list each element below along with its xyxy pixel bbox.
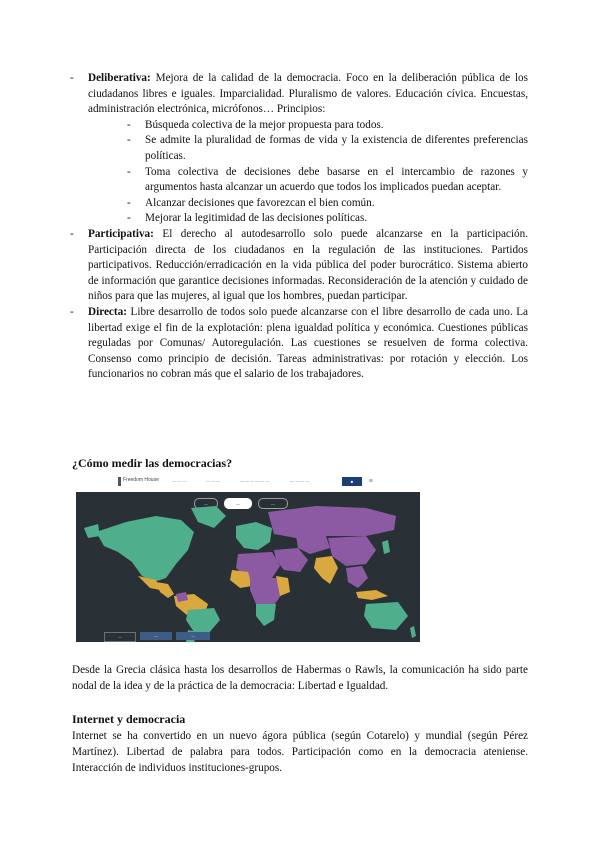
map-tab: — [176, 632, 210, 640]
directa-text: Libre desarrollo de todos solo puede alcanzarse con el libre desarrollo de cada uno. La libertad exige el fin de la explotación: plena igualdad política y económica. Cuestiones públicas reguladas por Comunas/ Autoregulación. Las cuestiones se resuelven de forma colectiva. Consenso como principio de decisión. Tareas administrativas: por rotación y elección. Los funcionarios no cobran más que el salario de los trabajadores. [88, 305, 528, 381]
filter-chip-active: — [224, 498, 252, 509]
region-japan [382, 540, 390, 554]
principles-list [88, 118, 528, 227]
list-item: - Se admite la pluralidad de formas de vida y la existencia de diferentes preferencias políticas. [127, 134, 528, 162]
region-alaska [84, 524, 100, 538]
democracy-types-list [70, 71, 528, 383]
principle-text: Se admite la pluralidad de formas de vida y la existencia de diferentes preferencias políticas. [145, 134, 528, 162]
region-central-africa [250, 578, 282, 608]
nav-item: — — — — — — [240, 478, 270, 483]
region-russia [268, 506, 396, 538]
participativa-text: El derecho al autodesarrollo solo puede alcanzarse en la participación. Participación directa de los ciudadanos en la regulación de las instituciones. Partidos participativos. Reducción/erradicación en la vida pública del poder burocrático. Sistema abierto de información que garantice decisiones informadas. Reconsideración de la atención y cuidado de niños para que las mujeres, al igual que los hombres, puedan participar. [88, 227, 528, 303]
paragraph-history: Desde la Grecia clásica hasta los desarrollos de Habermas o Rawls, la comunicación ha sido parte nodal de la idea y de la práctica de la democracia: Libertad e Igualdad. [72, 664, 528, 692]
freedom-house-screenshot [72, 472, 424, 644]
principle-text: Alcanzar decisiones que favorezcan el bien común. [145, 196, 375, 209]
site-nav-bar [110, 472, 386, 493]
region-southeast-asia [346, 566, 368, 588]
list-item: - Toma colectiva de decisiones debe basarse en el intercambio de razones y argumentos hasta alcanzar un acuerdo que todos los implicados puedan aceptar. [127, 165, 528, 194]
dash-marker: - [70, 305, 74, 318]
region-middle-east [274, 548, 308, 572]
donate-button: ■ [342, 477, 362, 486]
list-item [70, 227, 528, 305]
deliberativa-text: Mejora de la calidad de la democracia. Foco en la deliberación pública de los ciudadanos libres e iguales. Imparcialidad. Pluralismo de valores. Educación cívica. Encuestas, administración electrónica, micrófonos… Principios: [88, 72, 528, 116]
world-map-panel [76, 492, 420, 642]
region-indonesia [356, 590, 388, 600]
region-southern-africa [256, 604, 276, 626]
term-participativa: Participativa: [88, 227, 154, 240]
region-brazil [186, 608, 220, 634]
nav-item: — — — [172, 478, 187, 483]
region-north-america [96, 516, 194, 582]
list-item [70, 305, 528, 383]
logo-text: Freedom House [123, 477, 159, 483]
dash-marker: - [70, 227, 74, 240]
term-directa: Directa: [88, 305, 127, 318]
heading-internet-democracy: Internet y democracia [72, 712, 186, 726]
region-australia [364, 602, 408, 630]
map-tab: — [140, 632, 172, 640]
filter-chip: — [258, 498, 288, 509]
list-item [70, 71, 528, 227]
world-map-icon [76, 492, 420, 642]
map-tab: — [104, 632, 136, 642]
region-greenland [191, 506, 226, 528]
term-deliberativa: Deliberativa: [88, 72, 151, 84]
list-item: - Mejorar la legitimidad de las decisiones políticas. [127, 212, 368, 225]
region-new-zealand [410, 626, 416, 638]
list-item: - Búsqueda colectiva de la mejor propuesta para todos. [127, 118, 384, 131]
heading-measure-democracies: ¿Cómo medir las democracias? [72, 456, 233, 470]
principle-text: Búsqueda colectiva de la mejor propuesta para todos. [145, 118, 384, 131]
paragraph-internet: Internet se ha convertido en un nuevo ágora pública (según Cotarelo) y mundial (según Pérez Martínez). Libertad de palabra para todos. Participación como en la democracia ateniense. Interacción de individuos instituciones-grupos. [72, 730, 528, 774]
list-item: - Alcanzar decisiones que favorezcan el bien común. [127, 196, 375, 209]
region-europe [236, 522, 272, 550]
principle-text: Mejorar la legitimidad de las decisiones políticas. [145, 212, 368, 225]
hamburger-menu-icon: ≡ [369, 477, 373, 485]
region-china [328, 536, 376, 566]
freedom-house-logo [118, 475, 159, 491]
filter-chip: — [194, 498, 218, 509]
region-india [314, 556, 338, 584]
nav-item: — — — [206, 478, 221, 483]
region-central-asia [296, 536, 330, 554]
nav-item: — — — — [290, 478, 310, 483]
dash-marker: - [70, 72, 74, 84]
principle-text: Toma colectiva de decisiones debe basarse en el intercambio de razones y argumentos hasta alcanzar un acuerdo que todos los implicados puedan aceptar. [145, 165, 528, 194]
logo-icon [118, 475, 159, 489]
region-central-america [156, 582, 174, 598]
